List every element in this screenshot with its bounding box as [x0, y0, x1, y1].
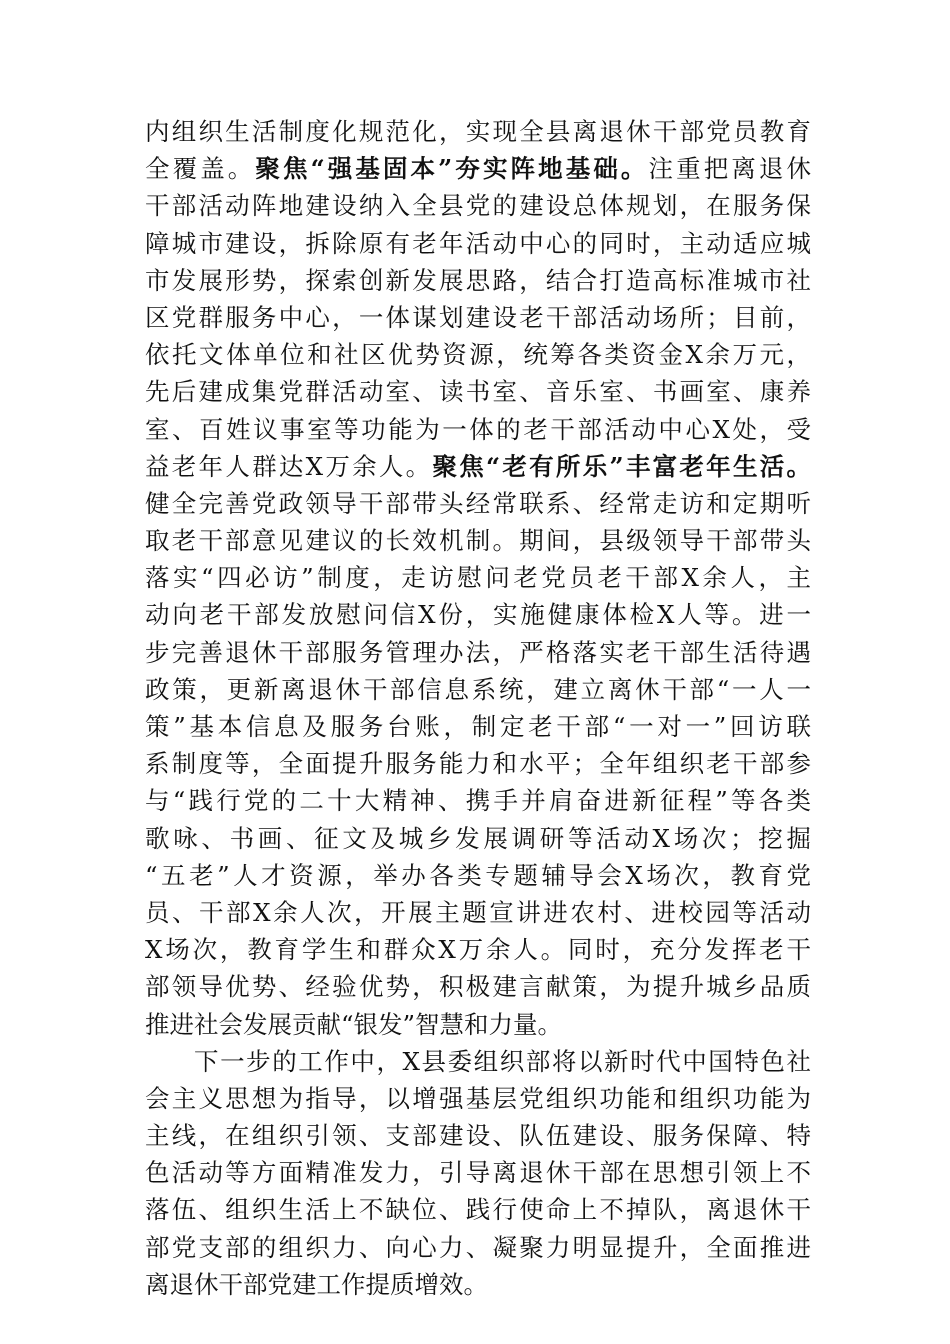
text-line	[145, 299, 811, 336]
body-text: 离退休干部党建工作提质增效。	[145, 1269, 488, 1299]
body-text: 员、干部X余人次，开展主题宣讲进农村、进校园等活动	[145, 897, 811, 927]
text-line	[145, 894, 811, 931]
body-text: 步完善退休干部服务管理办法，严格落实老干部生活待遇	[145, 637, 811, 667]
body-text: 与“践行党的二十大精神、携手并肩奋进新征程”等各类	[145, 786, 811, 816]
body-text: 内组织生活制度化规范化，实现全县离退休干部党员教育	[145, 117, 811, 146]
body-text: 室、百姓议事室等功能为一体的老干部活动中心X处，受	[145, 414, 811, 444]
text-line	[145, 1229, 811, 1266]
body-text: 歌咏、书画、征文及城乡发展调研等活动X场次；挖掘	[145, 823, 811, 853]
text-line	[145, 150, 811, 187]
body-text: 系制度等，全面提升服务能力和水平；全年组织老干部参	[145, 749, 811, 779]
text-line	[145, 373, 811, 410]
bold-heading-text: 聚焦“强基固本”夯实阵地基础。	[255, 154, 649, 184]
text-line	[145, 187, 811, 224]
text-line	[145, 1266, 811, 1303]
body-text: 注重把离退休	[648, 154, 812, 184]
text-line	[145, 1080, 811, 1117]
body-text: 障城市建设，拆除原有老年活动中心的同时，主动适应城	[145, 228, 811, 258]
text-line	[145, 931, 811, 968]
body-text: 落实“四必访”制度，走访慰问老党员老干部X余人，主	[145, 563, 811, 593]
paragraph-2	[145, 1043, 811, 1303]
text-line	[145, 1043, 811, 1080]
text-line	[145, 782, 811, 819]
body-text: 先后建成集党群活动室、读书室、音乐室、书画室、康养	[145, 377, 811, 407]
body-text: 部领导优势、经验优势，积极建言献策，为提升城乡品质	[145, 972, 811, 1002]
text-line	[145, 596, 811, 633]
text-line	[145, 262, 811, 299]
text-line	[145, 820, 811, 857]
body-text: 会主义思想为指导，以增强基层党组织功能和组织功能为	[145, 1083, 811, 1113]
text-line	[145, 634, 811, 671]
text-line	[145, 745, 811, 782]
text-line	[145, 559, 811, 596]
body-text: 干部活动阵地建设纳入全县党的建设总体规划，在服务保	[145, 191, 811, 221]
body-text: 健全完善党政领导干部带头经常联系、经常走访和定期听	[145, 488, 811, 518]
text-line	[145, 522, 811, 559]
text-line	[145, 448, 811, 485]
document-page	[145, 113, 811, 1303]
paragraph-1	[145, 113, 811, 1043]
text-line	[145, 708, 811, 745]
body-text: 主线，在组织引领、支部建设、队伍建设、服务保障、特	[145, 1121, 811, 1151]
body-text: “五老”人才资源，举办各类专题辅导会X场次，教育党	[145, 860, 811, 890]
body-text: 市发展形势，探索创新发展思路，结合打造高标准城市社	[145, 265, 811, 295]
body-text: 全覆盖。	[145, 154, 256, 184]
body-text: 动向老干部发放慰问信X份，实施健康体检X人等。进一	[145, 600, 811, 630]
body-text: 推进社会发展贡献“银发”智慧和力量。	[145, 1009, 563, 1039]
body-text: 取老干部意见建议的长效机制。期间，县级领导干部带头	[145, 526, 811, 556]
text-line	[145, 857, 811, 894]
body-text: 策”基本信息及服务台账，制定老干部“一对一”回访联	[145, 712, 811, 741]
body-text: 区党群服务中心，一体谋划建设老干部活动场所；目前，	[145, 302, 811, 332]
text-line	[145, 336, 811, 373]
text-line	[145, 1191, 811, 1228]
body-text: 政策，更新离退休干部信息系统，建立离休干部“一人一	[145, 674, 811, 704]
text-line	[145, 485, 811, 522]
text-line	[145, 968, 811, 1005]
text-line	[145, 411, 811, 448]
text-line	[145, 1006, 811, 1043]
body-text: 落伍、组织生活上不缺位、践行使命上不掉队，离退休干	[145, 1195, 811, 1225]
body-text: 益老年人群达X万余人。	[145, 451, 433, 481]
body-text: X场次，教育学生和群众X万余人。同时，充分发挥老干	[145, 935, 811, 965]
text-line	[145, 1154, 811, 1191]
body-text: 部党支部的组织力、向心力、凝聚力明显提升，全面推进	[145, 1232, 811, 1262]
text-line	[145, 113, 811, 150]
bold-heading-text: 聚焦“老有所乐”丰富老年生活。	[432, 451, 811, 481]
body-text: 下一步的工作中，X县委组织部将以新时代中国特色社	[194, 1046, 811, 1076]
text-line	[145, 671, 811, 708]
body-text: 依托文体单位和社区优势资源，统筹各类资金X余万元，	[145, 340, 811, 370]
text-line	[145, 1117, 811, 1154]
body-text: 色活动等方面精准发力，引导离退休干部在思想引领上不	[145, 1158, 811, 1188]
text-line	[145, 225, 811, 262]
